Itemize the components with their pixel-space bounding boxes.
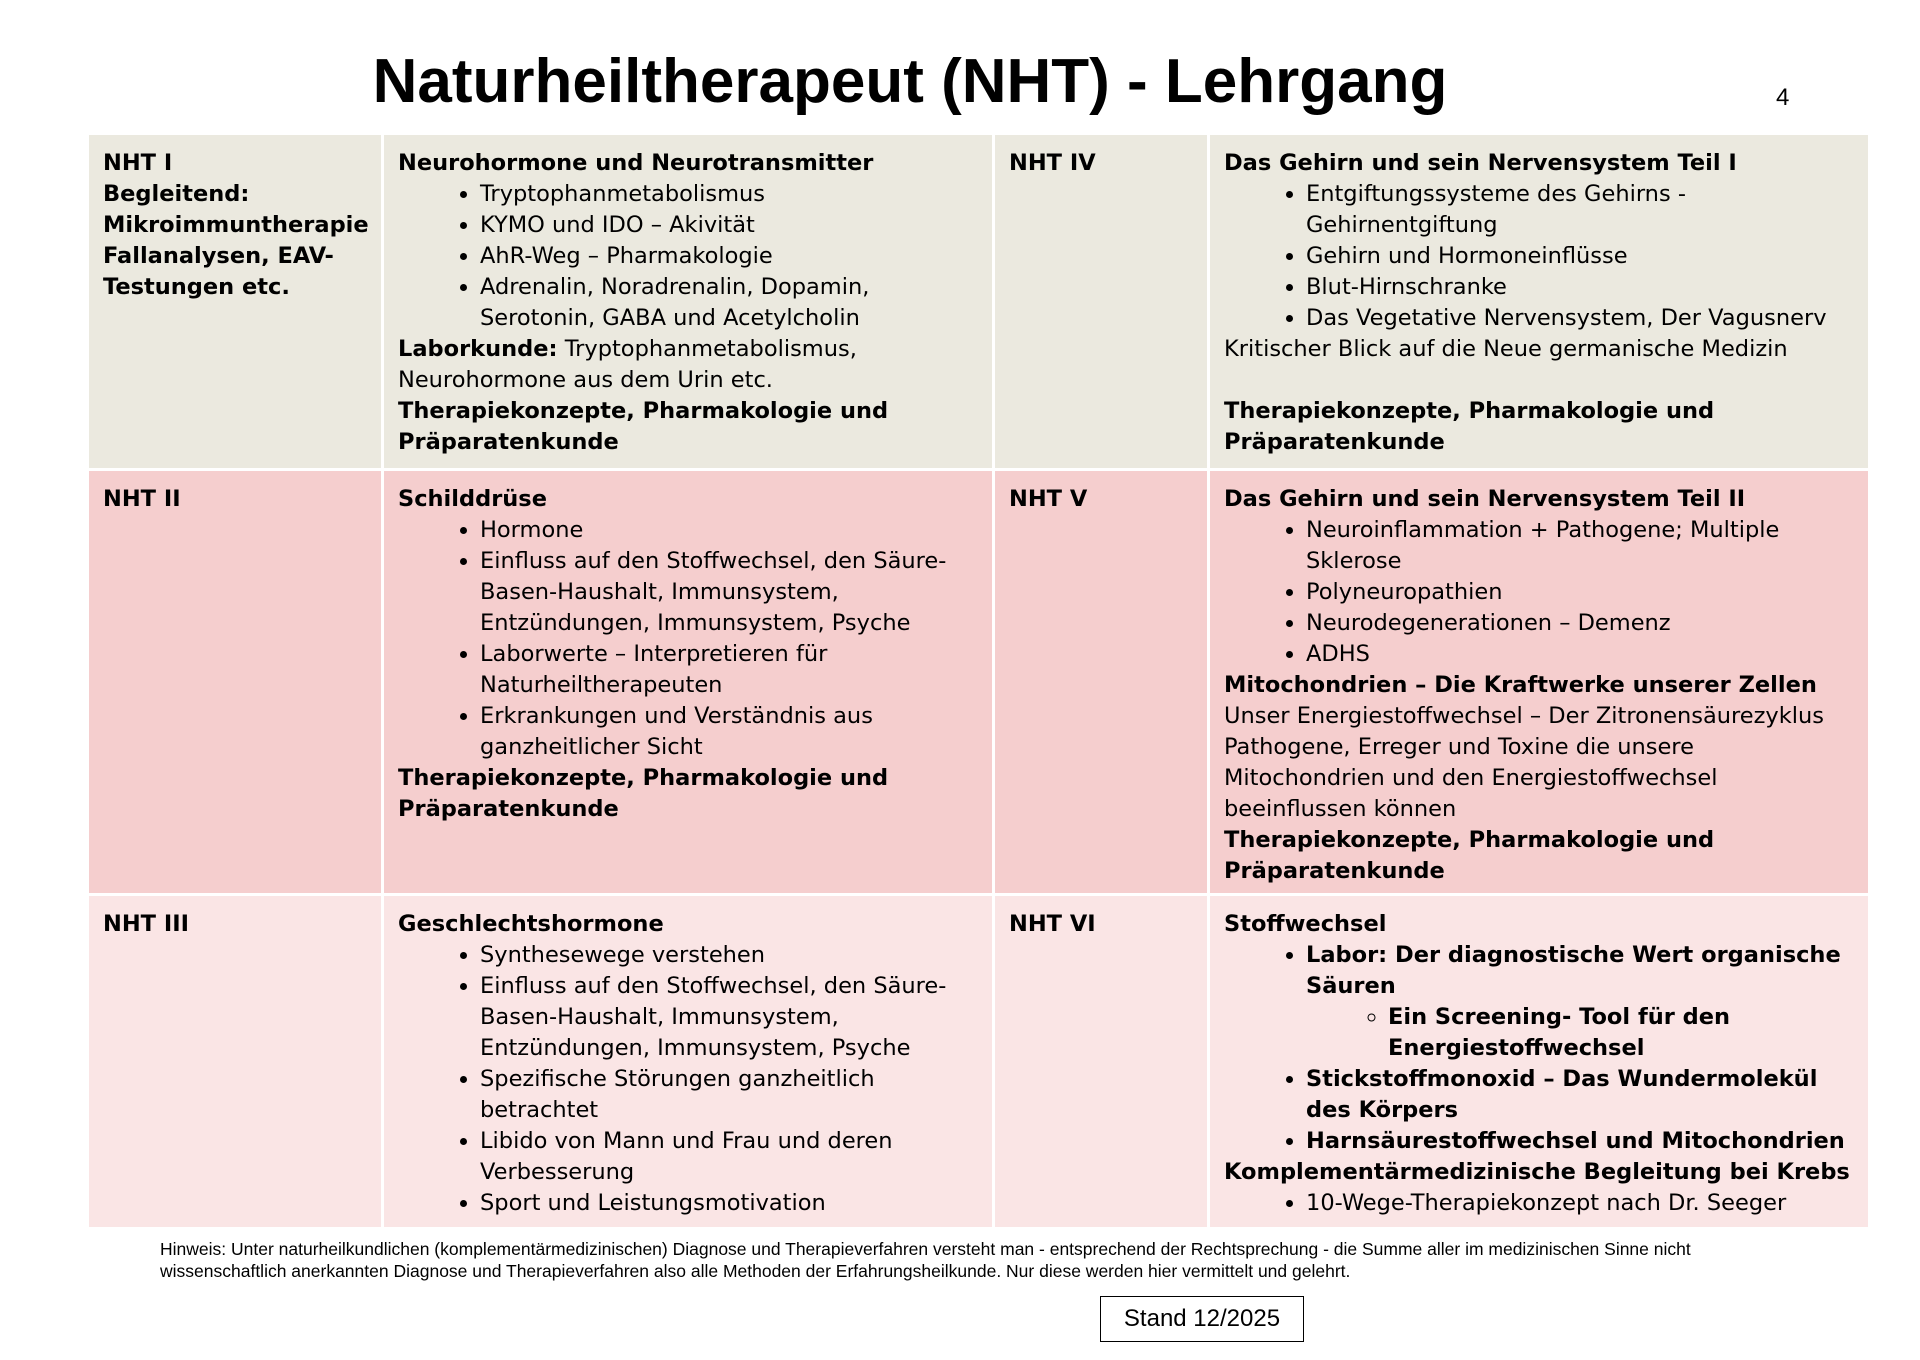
list-item: • Libido von Mann und Frau und deren Verbesserung [480,1126,978,1188]
module-label: NHT II [103,486,181,512]
topic-list [1224,940,1854,1157]
module-label-cell [994,134,1209,470]
list-item: • Erkrankungen und Verständnis aus ganzheitlicher Sicht [480,701,978,763]
module-label-cell [994,895,1209,1229]
module-sub-line: Mikroimmuntherapie [103,212,369,238]
text-line: Pathogene, Erreger und Toxine die unsere Mitochondrien und den Energiestoffwechsel beeinflussen können [1224,734,1718,822]
list-item: • Entgiftungssysteme des Gehirns - Gehirnentgiftung [1306,179,1854,241]
therapy-heading: Therapiekonzepte, Pharmakologie und Präparatenkunde [1224,827,1715,884]
module-label: NHT IV [1009,150,1096,176]
module-content-cell [1209,470,1870,895]
module-sub-line: Testungen etc. [103,274,290,300]
topic-list [398,940,978,1219]
lab-text: Tryptophanmetabolismus, Neurohormone aus dem Urin etc. [398,336,857,393]
therapy-heading: Therapiekonzepte, Pharmakologie und Präparatenkunde [1224,398,1715,455]
spacer [1224,365,1854,396]
list-item [1306,940,1854,1064]
list-item-text: Labor: Der diagnostische Wert organische Säuren [1306,942,1841,999]
topic-heading: Neurohormone und Neurotransmitter [398,150,874,176]
topic-list [1224,515,1854,670]
module-content-cell [383,134,994,470]
sub-list-item: ◦ Ein Screening- Tool für den Energiestoffwechsel [1388,1002,1854,1064]
topic-heading: Das Gehirn und sein Nervensystem Teil II [1224,486,1746,512]
list-item: • Neurodegenerationen – Demenz [1306,608,1854,639]
module-sub-line: Begleitend: [103,181,250,207]
topic-list [1224,1188,1854,1219]
list-item: • Adrenalin, Noradrenalin, Dopamin, Serotonin, GABA und Acetylcholin [480,272,978,334]
therapy-heading: Therapiekonzepte, Pharmakologie und Präparatenkunde [398,398,889,455]
module-content-cell [1209,134,1870,470]
topic-heading-2: Komplementärmedizinische Begleitung bei Krebs [1224,1159,1850,1185]
module-label: NHT V [1009,486,1088,512]
list-item: • Das Vegetative Nervensystem, Der Vagusnerv [1306,303,1854,334]
module-label: NHT I [103,150,173,176]
sub-list [1306,1002,1854,1064]
topic-list [1224,179,1854,334]
topic-heading: Schilddrüse [398,486,547,512]
list-item: • Sport und Leistungsmotivation [480,1188,978,1219]
module-content-cell [383,895,994,1229]
module-label-cell [88,134,383,470]
list-item: • KYMO und IDO – Akivität [480,210,978,241]
list-item: • Polyneuropathien [1306,577,1854,608]
topic-heading: Stoffwechsel [1224,911,1387,937]
list-item: • Synthesewege verstehen [480,940,978,971]
table-row [88,470,1870,895]
topic-list [398,515,978,763]
list-item: • Einfluss auf den Stoffwechsel, den Säure-Basen-Haushalt, Immunsystem, Entzündungen, Immunsystem, Psyche [480,971,978,1064]
lab-label: Laborkunde: [398,336,558,362]
list-item: • AhR-Weg – Pharmakologie [480,241,978,272]
module-sub-line: Fallanalysen, EAV- [103,243,334,269]
topic-list [398,179,978,334]
list-item: • Tryptophanmetabolismus [480,179,978,210]
lab-paragraph [398,334,978,396]
list-item: • Stickstoffmonoxid – Das Wundermolekül des Körpers [1306,1064,1854,1126]
topic-heading: Das Gehirn und sein Nervensystem Teil I [1224,150,1737,176]
module-content-cell [1209,895,1870,1229]
legal-note: Hinweis: Unter naturheilkundlichen (komplementärmedizinischen) Diagnose und Therapieverfahren versteht man - entsprechend der Rechtsprechung - die Summe aller im medizinischen Sinne nicht wissenschaftlich anerkannten Diagnose und Therapieverfahren also alle Methoden der Erfahrungsheilkunde. Nur diese werden hier vermittelt und gelehrt. [160,1239,1691,1281]
stand-date-box: Stand 12/2025 [1100,1296,1304,1342]
list-item: • ADHS [1306,639,1854,670]
module-label: NHT III [103,911,189,937]
module-label-cell [88,470,383,895]
list-item: • Hormone [480,515,978,546]
list-item: • Blut-Hirnschranke [1306,272,1854,303]
list-item: • Gehirn und Hormoneinflüsse [1306,241,1854,272]
list-item: • Einfluss auf den Stoffwechsel, den Säure-Basen-Haushalt, Immunsystem, Entzündungen, Immunsystem, Psyche [480,546,978,639]
module-label-cell [88,895,383,1229]
module-label-cell [994,470,1209,895]
text-line: Unser Energiestoffwechsel – Der Zitronensäurezyklus [1224,703,1825,729]
list-item: • 10-Wege-Therapiekonzept nach Dr. Seeger [1306,1188,1854,1219]
table-row [88,134,1870,470]
module-label: NHT VI [1009,911,1096,937]
page-title: Naturheiltherapeut (NHT) - Lehrgang [372,47,1448,116]
extra-line: Kritischer Blick auf die Neue germanische Medizin [1224,336,1788,362]
module-content-cell [383,470,994,895]
topic-heading: Geschlechtshormone [398,911,664,937]
topic-heading-2: Mitochondrien – Die Kraftwerke unserer Zellen [1224,672,1817,698]
list-item: • Harnsäurestoffwechsel und Mitochondrien [1306,1126,1854,1157]
course-table [86,132,1871,1230]
page-number: 4 [1776,84,1790,111]
list-item: • Neuroinflammation + Pathogene; Multiple Sklerose [1306,515,1854,577]
list-item: • Laborwerte – Interpretieren für Naturheiltherapeuten [480,639,978,701]
list-item: • Spezifische Störungen ganzheitlich betrachtet [480,1064,978,1126]
table-row [88,895,1870,1229]
therapy-heading: Therapiekonzepte, Pharmakologie und Präparatenkunde [398,765,889,822]
